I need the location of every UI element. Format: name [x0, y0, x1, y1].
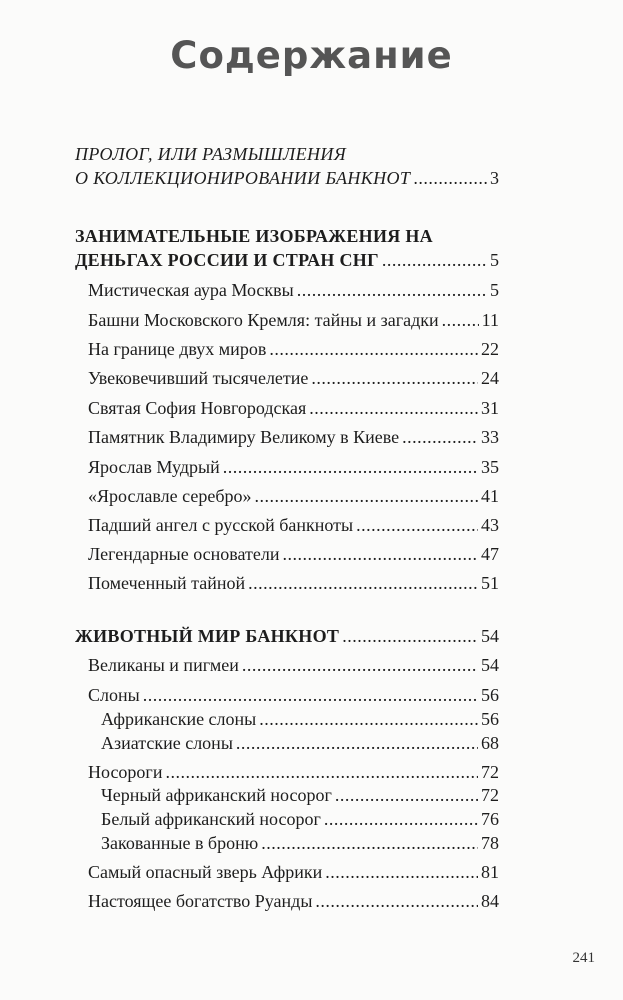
- toc-page-number: 11: [481, 310, 499, 330]
- toc-item-title: На границе двух миров: [88, 339, 267, 359]
- toc-entry-title-line1: ПРОЛОГ, ИЛИ РАЗМЫШЛЕНИЯ: [75, 144, 347, 164]
- toc-page-number: 56: [481, 709, 499, 729]
- toc-page-number: 41: [481, 486, 499, 506]
- dot-leader: [242, 653, 478, 677]
- toc-item[interactable]: [88, 513, 499, 537]
- toc-entry-title-line2: О КОЛЛЕКЦИОНИРОВАНИИ БАНКНОТ: [75, 168, 411, 188]
- dot-leader: [324, 807, 478, 831]
- toc-page-number: 3: [490, 168, 499, 188]
- toc-item-title: Святая София Новгородская: [88, 398, 307, 418]
- toc-item-title: Башни Московского Кремля: тайны и загадки: [88, 310, 439, 330]
- toc-item-title: Помеченный тайной: [88, 573, 246, 593]
- toc-item[interactable]: [88, 653, 499, 677]
- toc-section-heading[interactable]: [75, 224, 499, 272]
- dot-leader: [248, 571, 478, 595]
- toc-page-number: 35: [481, 457, 499, 477]
- toc-page-number: 56: [481, 685, 499, 705]
- toc-item[interactable]: [88, 760, 499, 784]
- toc-section-title: ЖИВОТНЫЙ МИР БАНКНОТ: [75, 626, 340, 646]
- toc-page-number: 68: [481, 733, 499, 753]
- toc-item-title: Падший ангел с русской банкноты: [88, 515, 354, 535]
- dot-leader: [255, 484, 479, 508]
- dot-leader: [223, 455, 478, 479]
- toc-item-title: Увековечивший тысячелетие: [88, 368, 309, 388]
- dot-leader: [356, 513, 478, 537]
- dot-leader: [325, 860, 478, 884]
- dot-leader: [165, 760, 478, 784]
- toc-item-title: «Ярославле серебро»: [88, 486, 252, 506]
- toc-page-number: 51: [481, 573, 499, 593]
- toc-page-number: 76: [481, 809, 499, 829]
- toc-item[interactable]: [88, 425, 499, 449]
- dot-leader: [315, 889, 478, 913]
- toc-page-number: 54: [481, 655, 499, 675]
- dot-leader: [283, 542, 478, 566]
- dot-leader: [335, 783, 478, 807]
- toc-item[interactable]: [88, 396, 499, 420]
- dot-leader: [269, 337, 478, 361]
- toc-page-number: 81: [481, 862, 499, 882]
- dot-leader: [311, 366, 478, 390]
- toc-item[interactable]: [88, 484, 499, 508]
- dot-leader: [342, 624, 478, 648]
- toc-page-number: 72: [481, 762, 499, 782]
- toc-item-title: Настоящее богатство Руанды: [88, 891, 313, 911]
- toc-section-heading[interactable]: [75, 624, 499, 648]
- toc-item[interactable]: [88, 455, 499, 479]
- toc-page-number: 5: [490, 250, 499, 270]
- toc-item-title: Африканские слоны: [101, 709, 257, 729]
- dot-leader: [297, 278, 487, 302]
- toc-item[interactable]: [88, 860, 499, 884]
- toc-page-number: 22: [481, 339, 499, 359]
- toc-item[interactable]: [88, 889, 499, 913]
- toc-page-number: 72: [481, 785, 499, 805]
- toc-page-number: 84: [481, 891, 499, 911]
- toc-page-number: 43: [481, 515, 499, 535]
- toc-page-number: 78: [481, 833, 499, 853]
- toc-item[interactable]: [88, 337, 499, 361]
- dot-leader: [413, 166, 487, 190]
- toc-section-title-line1: ЗАНИМАТЕЛЬНЫЕ ИЗОБРАЖЕНИЯ НА: [75, 226, 433, 246]
- toc-item-title: Черный африканский носорог: [101, 785, 332, 805]
- dot-leader: [442, 308, 479, 332]
- toc-subitem[interactable]: [101, 731, 499, 755]
- toc-item-title: Азиатские слоны: [101, 733, 233, 753]
- toc-item[interactable]: [88, 308, 499, 332]
- toc-subitem[interactable]: [101, 707, 499, 731]
- toc-item-title: Белый африканский носорог: [101, 809, 321, 829]
- dot-leader: [382, 248, 487, 272]
- toc-item-title: Мистическая аура Москвы: [88, 280, 294, 300]
- toc-item-title: Закованные в броню: [101, 833, 259, 853]
- toc-page-number: 31: [481, 398, 499, 418]
- toc-page-number: 33: [481, 427, 499, 447]
- toc-page-number: 24: [481, 368, 499, 388]
- toc-item-title: Легендарные основатели: [88, 544, 280, 564]
- toc-item-title: Слоны: [88, 685, 140, 705]
- page-title: Содержание: [170, 34, 453, 77]
- toc-subitem[interactable]: [101, 831, 499, 855]
- toc-subitem[interactable]: [101, 783, 499, 807]
- toc-subitem[interactable]: [101, 807, 499, 831]
- toc-item-title: Носороги: [88, 762, 163, 782]
- dot-leader: [309, 396, 478, 420]
- toc-item[interactable]: [88, 542, 499, 566]
- toc-page-number: 54: [481, 626, 499, 646]
- dot-leader: [261, 831, 478, 855]
- toc-item-title: Ярослав Мудрый: [88, 457, 220, 477]
- toc-item-title: Памятник Владимиру Великому в Киеве: [88, 427, 400, 447]
- toc-entry-prologue[interactable]: [75, 142, 499, 190]
- toc-item-title: Самый опасный зверь Африки: [88, 862, 323, 882]
- toc-item-title: Великаны и пигмеи: [88, 655, 239, 675]
- dot-leader: [402, 425, 478, 449]
- toc-section-title-line2: ДЕНЬГАХ РОССИИ И СТРАН СНГ: [75, 250, 379, 270]
- page-number: 241: [572, 950, 595, 966]
- dot-leader: [143, 683, 478, 707]
- toc-page-number: 47: [481, 544, 499, 564]
- dot-leader: [236, 731, 478, 755]
- toc-item[interactable]: [88, 683, 499, 707]
- toc-item[interactable]: [88, 278, 499, 302]
- dot-leader: [259, 707, 478, 731]
- toc-item[interactable]: [88, 366, 499, 390]
- toc-item[interactable]: [88, 571, 499, 595]
- toc-page-number: 5: [490, 280, 499, 300]
